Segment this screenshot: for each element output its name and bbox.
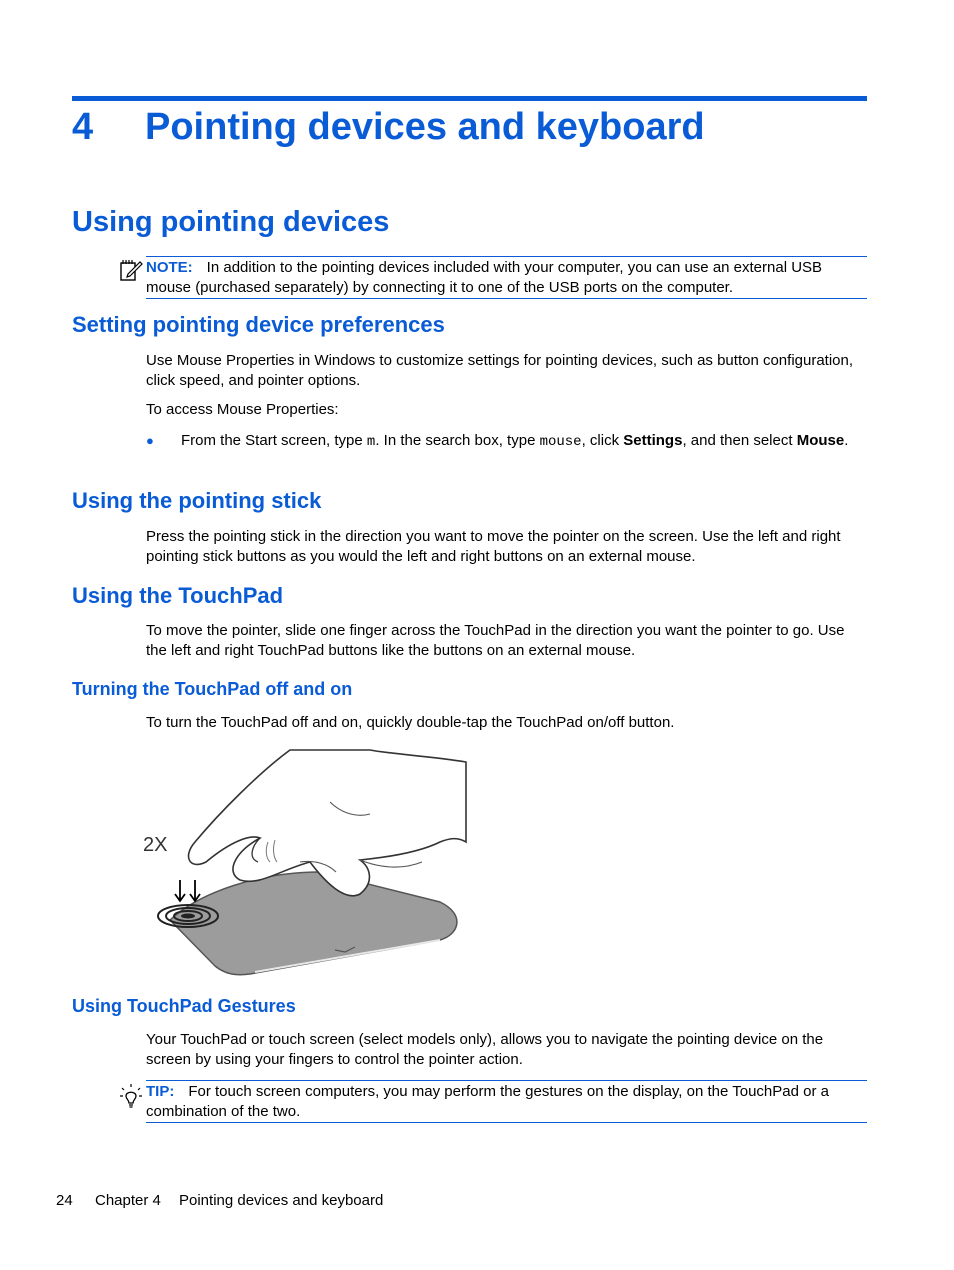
note-pad-icon — [118, 258, 144, 287]
prefs-paragraph: Use Mouse Properties in Windows to customize settings for pointing devices, such as button configuration, click speed, and pointer options. — [146, 352, 854, 389]
touchpad-surface — [170, 872, 457, 975]
touchpad-double-tap-illustration — [140, 742, 470, 977]
chapter-number: 4 — [72, 106, 94, 148]
code-m: m — [366, 434, 376, 450]
prefs-heading: Setting pointing device preferences — [72, 312, 445, 337]
bullet-text-2: . In the search box, type — [375, 432, 540, 449]
note-label: NOTE: — [146, 259, 193, 276]
toggle-heading: Turning the TouchPad off and on — [72, 679, 353, 699]
note-text: In addition to the pointing devices included with your computer, you can use an external USB mouse (purchased separately) by connecting it to one of the USB ports on the computer. — [146, 259, 823, 296]
tip-box — [146, 1080, 867, 1123]
touchpad-heading: Using the TouchPad — [72, 583, 284, 608]
chapter-rule — [72, 96, 867, 101]
page-number: 24 — [56, 1192, 73, 1209]
bullet-text-4: , and then select — [682, 432, 797, 449]
mouse-bold: Mouse — [796, 432, 845, 449]
bullet-text-1: From the Start screen, type — [181, 432, 367, 449]
bullet-dot: ● — [146, 433, 154, 448]
tip-label: TIP: — [146, 1083, 175, 1100]
chapter-title: Pointing devices and keyboard — [145, 106, 705, 148]
gestures-heading: Using TouchPad Gestures — [72, 996, 296, 1016]
code-mouse: mouse — [539, 434, 582, 450]
gestures-paragraph: Your TouchPad or touch screen (select models only), allows you to navigate the pointing device on the screen by using your fingers to control the pointer action. — [146, 1031, 824, 1068]
tip-text: For touch screen computers, you may perform the gestures on the display, on the TouchPad or a combination of the two. — [146, 1083, 829, 1120]
toggle-paragraph: To turn the TouchPad off and on, quickly double-tap the TouchPad on/off button. — [146, 714, 675, 731]
stick-heading: Using the pointing stick — [72, 488, 322, 513]
note-box — [146, 256, 867, 299]
settings-bold: Settings — [623, 432, 683, 449]
bullet-text-3: , click — [581, 432, 624, 449]
prefs-paragraph-2: To access Mouse Properties: — [146, 401, 339, 418]
lightbulb-icon — [119, 1082, 143, 1115]
stick-paragraph: Press the pointing stick in the direction you want to move the pointer on the screen. Use the left and right pointing stick buttons as you would the left and right buttons on an external mouse. — [146, 528, 841, 565]
touchpad-paragraph: To move the pointer, slide one finger across the TouchPad in the direction you want the pointer to go. Use the left and right TouchPad buttons like the buttons on an external mouse. — [146, 622, 845, 659]
section-title: Using pointing devices — [72, 206, 390, 238]
double-tap-label: 2X — [143, 834, 168, 856]
footer-title: Pointing devices and keyboard — [179, 1192, 384, 1209]
footer-chapter-label: Chapter 4 — [95, 1192, 161, 1209]
bullet-text-5: . — [844, 432, 849, 449]
prefs-bullet-item — [181, 431, 861, 453]
